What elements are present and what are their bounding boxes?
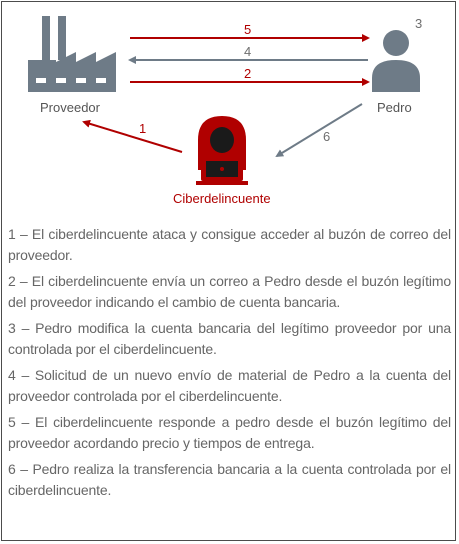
user-icon <box>372 30 420 92</box>
ciberdelincuente-label: Ciberdelincuente <box>173 191 271 206</box>
step-2-text: 2 – El ciberdelincuente envía un correo a Pedro desde el buzón legítimo del proveedor indicando el cambio de cuenta bancaria. <box>8 273 451 310</box>
step-3-text: 3 – Pedro modifica la cuenta bancaria del legítimo proveedor por una controlada por el ciberdelincuente. <box>8 320 451 357</box>
arrow-6-number: 6 <box>323 129 331 144</box>
step-5-text: 5 – El ciberdelincuente responde a pedro desde el buzón legítimo del proveedor acordando precio y tiempos de entrega. <box>8 414 451 451</box>
step-3-number: 3 <box>415 16 423 31</box>
steps-list <box>8 224 451 506</box>
proveedor-label: Proveedor <box>40 100 100 115</box>
step-1-text: 1 – El ciberdelincuente ataca y consigue acceder al buzón de correo del proveedor. <box>8 226 451 263</box>
arrow-1 <box>84 122 182 152</box>
step-4-text: 4 – Solicitud de un nuevo envío de material de Pedro a la cuenta del proveedor controlada por el ciberdelincuente. <box>8 367 451 404</box>
arrow-1-number: 1 <box>139 121 147 136</box>
arrow-4-number: 4 <box>244 44 252 59</box>
factory-icon <box>28 16 116 92</box>
arrow-5-number: 5 <box>244 22 252 37</box>
pedro-label: Pedro <box>377 100 412 115</box>
hacker-icon <box>196 116 248 185</box>
arrow-2-number: 2 <box>244 66 252 81</box>
arrow-6 <box>277 104 362 156</box>
step-6-text: 6 – Pedro realiza la transferencia bancaria a la cuenta controlada por el ciberdelincuente. <box>8 461 451 498</box>
